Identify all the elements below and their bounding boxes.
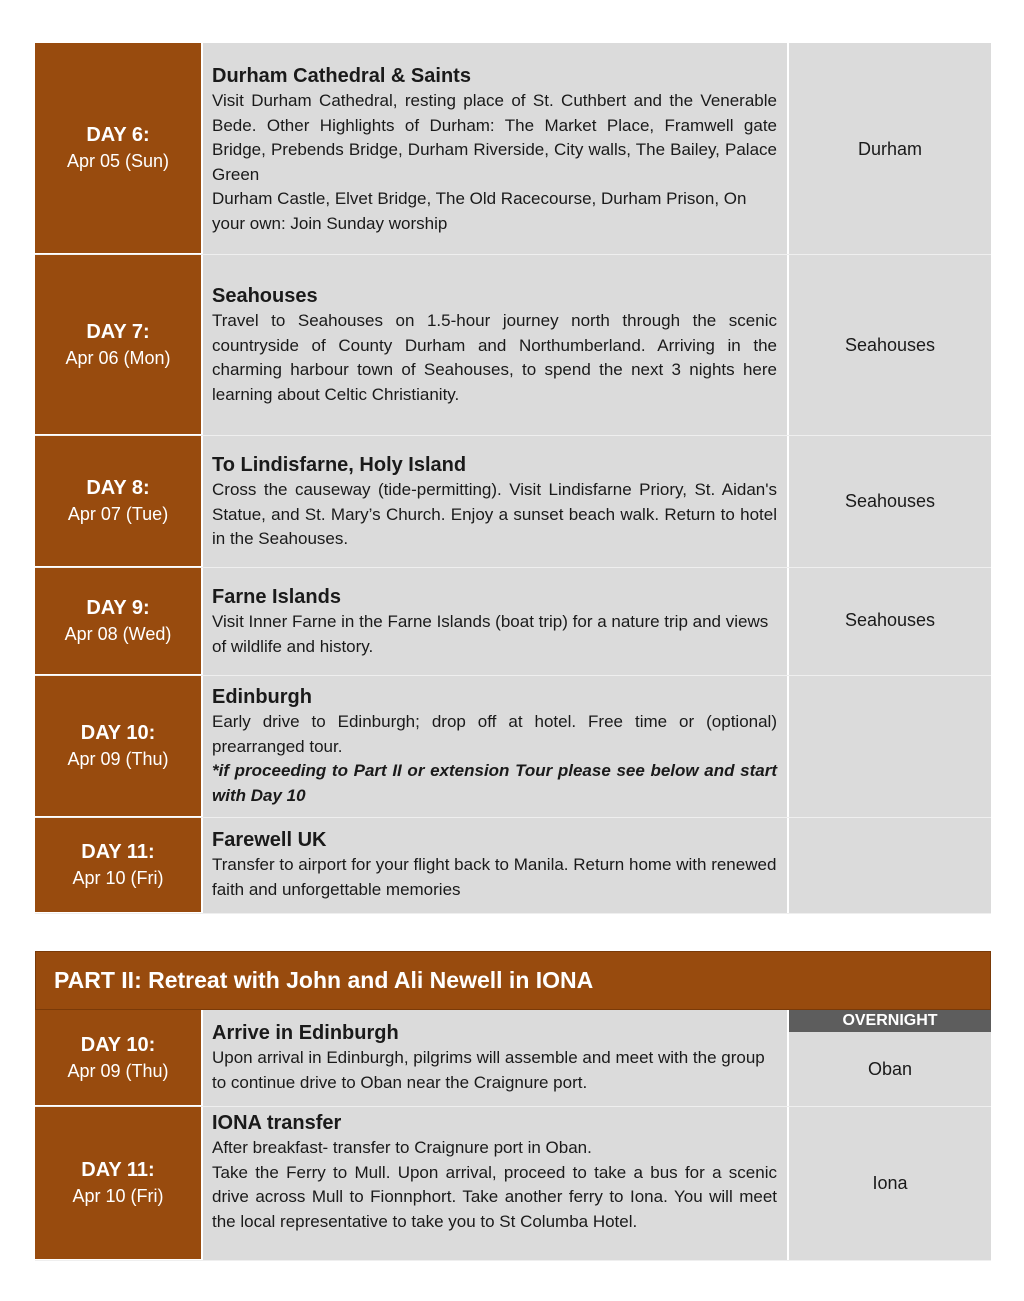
day-cell [35, 676, 201, 817]
activity-title: Seahouses [212, 285, 318, 307]
activity-paragraph: Cross the causeway (tide-permitting). Visit Lindisfarne Priory, St. Aidan's Statue, and St. Mary’s Church. Enjoy a sunset beach walk. Return to hotel in the Seahouses. [212, 480, 777, 548]
day-label: DAY 10: [80, 722, 156, 744]
itinerary-row-part2-day11 [35, 1107, 991, 1261]
itinerary-row-day7 [35, 255, 991, 436]
day-label: DAY 6: [86, 124, 150, 146]
itinerary-row-day9 [35, 568, 991, 676]
day-cell [35, 568, 201, 675]
activity-body [212, 610, 777, 659]
day-cell [35, 1010, 201, 1106]
day-label: DAY 11: [81, 1159, 155, 1181]
day-label: DAY 8: [86, 477, 150, 499]
extension-note: *if proceeding to Part II or extension Tour please see below and start with Day 10 [212, 761, 777, 805]
activity-title: To Lindisfarne, Holy Island [212, 454, 467, 476]
activity-body [212, 89, 777, 236]
day-date: Apr 08 (Wed) [64, 624, 172, 644]
overnight-cell: Iona [789, 1107, 991, 1260]
description-cell [201, 818, 789, 913]
day-label: DAY 9: [86, 597, 150, 619]
day-date: Apr 07 (Tue) [67, 504, 169, 524]
itinerary-row-day6 [35, 43, 991, 255]
description-cell [201, 436, 789, 567]
activity-body [212, 1046, 777, 1095]
overnight-cell [789, 818, 991, 913]
activity-paragraph: Visit Durham Cathedral, resting place of St. Cuthbert and the Venerable Bede. Other Highlights of Durham: The Market Place, Framwell gate Bridge, Prebends Bridge, Durham Riverside, City walls, The Bailey, Palace Green [212, 91, 777, 184]
part2-header: PART II: Retreat with John and Ali Newell in IONA [35, 951, 991, 1010]
itinerary-row-part2-day10 [35, 1010, 991, 1107]
day-date: Apr 05 (Sun) [66, 151, 170, 171]
day-cell [35, 43, 201, 254]
activity-body [212, 309, 777, 407]
activity-body [212, 710, 777, 759]
description-cell [201, 568, 789, 675]
activity-paragraph: After breakfast- transfer to Craignure port in Oban. [212, 1138, 592, 1157]
page-top-edge [0, 0, 1024, 1]
day-label: DAY 7: [86, 320, 150, 343]
day-date: Apr 10 (Fri) [72, 868, 164, 888]
overnight-cell: Seahouses [789, 436, 991, 567]
activity-title: IONA transfer [212, 1112, 342, 1134]
activity-paragraph: Early drive to Edinburgh; drop off at hotel. Free time or (optional) prearranged tour. [212, 712, 777, 756]
itinerary-row-day11 [35, 818, 991, 914]
day-date: Apr 06 (Mon) [65, 347, 171, 368]
itinerary-row-day8 [35, 436, 991, 568]
overnight-cell: Oban [867, 1058, 913, 1079]
activity-paragraph: Visit Inner Farne in the Farne Islands (boat trip) for a nature trip and views of wildlife and history. [212, 612, 769, 656]
activity-title: Farne Islands [212, 586, 341, 608]
description-cell [201, 43, 789, 254]
activity-body [212, 478, 777, 552]
itinerary-table-part1 [35, 43, 991, 914]
itinerary-table-part2 [35, 1010, 991, 1261]
day-label: DAY 10: [80, 1033, 156, 1056]
day-date: Apr 09 (Thu) [67, 1060, 169, 1081]
day-cell [35, 818, 201, 913]
activity-title: Arrive in Edinburgh [212, 1022, 399, 1044]
overnight-column [789, 1010, 991, 1106]
overnight-cell [789, 676, 991, 817]
activity-paragraph: Transfer to airport for your flight back to Manila. Return home with renewed faith and unforgettable memories [212, 855, 777, 899]
description-cell [201, 676, 789, 817]
day-cell [35, 255, 201, 435]
activity-paragraph: Durham Castle, Elvet Bridge, The Old Racecourse, Durham Prison, On your own: Join Sunday worship [212, 189, 747, 233]
activity-paragraph: Take the Ferry to Mull. Upon arrival, proceed to take a bus for a scenic drive across Mull to Fionnphort. Take another ferry to Iona. You will meet the local representative to take you to St Columba Hotel. [212, 1162, 777, 1231]
description-cell [201, 1010, 789, 1106]
day-cell [35, 436, 201, 567]
overnight-cell: Seahouses [789, 568, 991, 675]
description-cell [201, 255, 789, 435]
activity-title: Edinburgh [212, 686, 312, 708]
activity-body [212, 1136, 777, 1234]
day-date: Apr 10 (Fri) [72, 1186, 164, 1206]
description-cell [201, 1107, 789, 1260]
overnight-header: OVERNIGHT [789, 1010, 991, 1032]
overnight-cell: Seahouses [789, 255, 991, 435]
activity-paragraph: Upon arrival in Edinburgh, pilgrims will assemble and meet with the group to continue drive to Oban near the Craignure port. [212, 1048, 765, 1092]
day-date: Apr 09 (Thu) [67, 749, 169, 769]
activity-title: Durham Cathedral & Saints [212, 65, 471, 87]
overnight-cell: Durham [789, 43, 991, 254]
itinerary-row-day10 [35, 676, 991, 818]
activity-title: Farewell UK [212, 829, 327, 851]
activity-paragraph: Travel to Seahouses on 1.5-hour journey north through the scenic countryside of County Durham and Northumberland. Arriving in the charming harbour town of Seahouses, to spend the next 3 nights here learning about Celtic Christianity. [212, 311, 777, 404]
activity-body [212, 853, 777, 902]
day-cell [35, 1107, 201, 1260]
day-label: DAY 11: [81, 841, 155, 863]
